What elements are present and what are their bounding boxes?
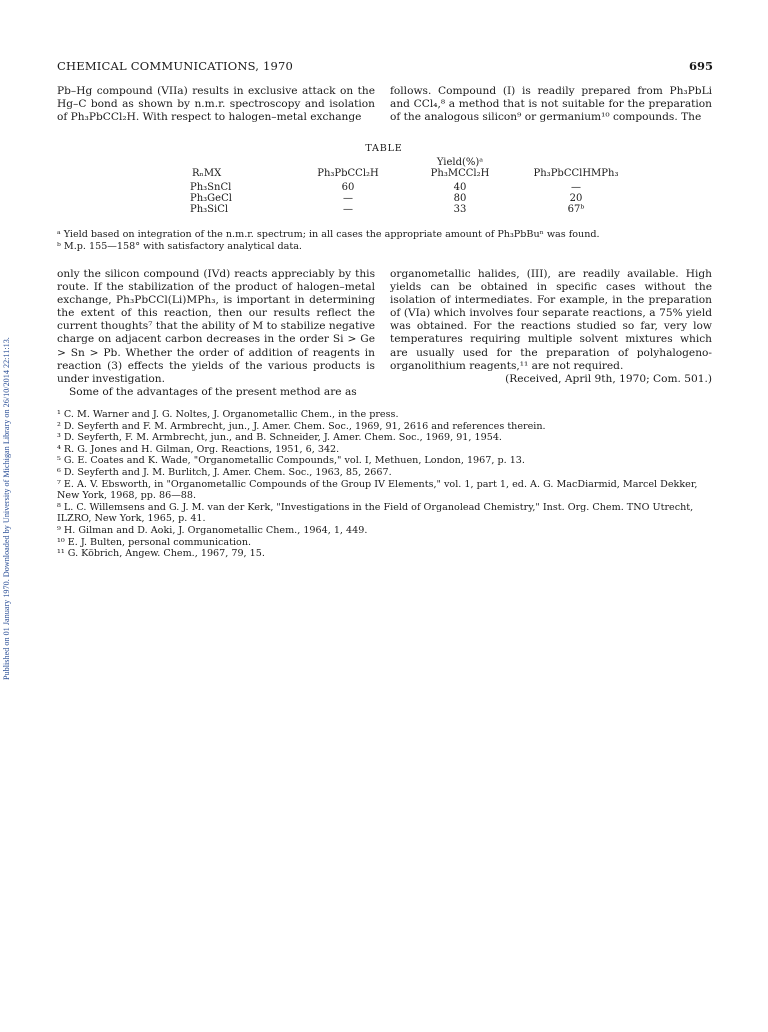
table-cell: 67ᵇ	[567, 204, 585, 215]
paragraph: Pb–Hg compound (VIIa) results in exclusive attack on the Hg–C bond as shown by n.m.r. spectroscopy and isolation of Ph₃PbCCl₂H. With respect to halogen–metal exchange	[57, 85, 375, 124]
column-header: Ph₃PbCClHMPh₃	[533, 168, 619, 179]
table-header-row	[178, 168, 636, 179]
paragraph: Some of the advantages of the present method are as	[69, 385, 357, 398]
table-row	[178, 204, 636, 215]
paragraph: follows. Compound (I) is readily prepared from Ph₃PbLi and CCl₄,⁸ a method that is not suitable for the preparation of the analogous silicon⁹ or germanium¹⁰ compounds. The	[390, 85, 712, 124]
column-header: RₙMX	[192, 168, 222, 179]
reference-item: ¹ C. M. Warner and J. G. Noltes, J. Organometallic Chem., in the press.	[57, 409, 399, 420]
column-header: Ph₃MCCl₂H	[430, 168, 490, 179]
top-left-column	[57, 85, 375, 124]
table-cell: —	[343, 193, 353, 204]
footnote-a: ᵃ Yield based on integration of the n.m.r. spectrum; in all cases the appropriate amount of Ph₃PbBuⁿ was found.	[57, 229, 600, 240]
reference-item: ¹⁰ E. J. Bulten, personal communication.	[57, 536, 252, 548]
top-right-column	[390, 85, 712, 124]
yield-header: Yield(%)ᵃ	[436, 157, 484, 168]
table-cell: —	[343, 204, 353, 215]
reference-item: ⁶ D. Seyferth and J. M. Burlitch, J. Amer. Chem. Soc., 1963, 85, 2667.	[57, 466, 392, 478]
mid-left-column	[57, 268, 375, 399]
table-row	[178, 193, 636, 204]
reference-item: ⁴ R. G. Jones and H. Gilman, Org. Reactions, 1951, 6, 342.	[57, 443, 340, 455]
references	[57, 409, 717, 560]
footnote-b: ᵇ M.p. 155—158° with satisfactory analytical data.	[57, 240, 302, 252]
table-cell: 80	[453, 193, 467, 204]
table-cell: 40	[453, 182, 467, 193]
sidebar-text[interactable]: Published on 01 January 1970. Downloaded by University of Michigan Library on 26/10/2014 22:11:13.	[2, 337, 11, 680]
table-row	[178, 179, 636, 193]
publication-sidebar	[2, 180, 14, 680]
table-cell: 20	[569, 193, 583, 204]
table-footnotes	[57, 229, 717, 253]
table-title: TABLE	[365, 143, 403, 154]
page-header	[57, 59, 713, 75]
reference-item: ¹¹ G. Köbrich, Angew. Chem., 1967, 79, 15.	[57, 548, 265, 560]
journal-title: CHEMICAL COMMUNICATIONS, 1970	[57, 59, 294, 73]
paragraph: only the silicon compound (IVd) reacts appreciably by this route. If the stabilization of the product of halogen–metal exchange, Ph₃PbCCl(Li)MPh₃, is important in determining the extent of this reaction, then our results reflect the current thoughts⁷ that the ability of M to stabilize negative charge on adjacent carbon decreases in the order Si > Ge > Sn > Pb. Whether the order of addition of reagents in reaction (3) effects the yields of the various products is under investigation.	[57, 268, 375, 385]
table-header-row	[178, 157, 636, 168]
table-cell: 60	[341, 182, 355, 193]
table-cell: Ph₃SiCl	[190, 204, 229, 215]
reference-item: ³ D. Seyferth, F. M. Armbrecht, jun., and B. Schneider, J. Amer. Chem. Soc., 1969, 91, 1954.	[57, 432, 502, 444]
paragraph: organometallic halides, (III), are readily available. High yields can be obtained in specific cases without the isolation of intermediates. For example, in the preparation of (VIa) which involves four separate reactions, a 75% yield was obtained. For the reactions studied so far, very low temperatures requiring multiple solvent mixtures which are usually used for the preparation of polyhalogeno-organolithium reagents,¹¹ are not required.	[390, 268, 712, 372]
table-cell: Ph₃SnCl	[190, 182, 232, 193]
reference-item: ⁵ G. E. Coates and K. Wade, "Organometallic Compounds," vol. I, Methuen, London, 1967, p. 13.	[57, 455, 525, 467]
table-cell: 33	[453, 204, 467, 215]
yield-table	[178, 157, 636, 215]
received-line: (Received, April 9th, 1970; Com. 501.)	[505, 372, 712, 385]
table-cell: Ph₃GeCl	[190, 193, 232, 204]
page-number: 695	[688, 59, 713, 73]
table-cell: —	[571, 182, 581, 193]
reference-item: ⁸ L. C. Willemsens and G. J. M. van der Kerk, "Investigations in the Field of Organolead Chemistry," Inst. Org. Chem. TNO Utrecht, ILZRO, New York, 1965, p. 41.	[57, 501, 694, 525]
mid-right-column	[390, 268, 712, 386]
column-header: Ph₃PbCCl₂H	[317, 168, 379, 179]
reference-item: ⁹ H. Gilman and D. Aoki, J. Organometallic Chem., 1964, 1, 449.	[57, 524, 368, 536]
reference-item: ² D. Seyferth and F. M. Armbrecht, jun., J. Amer. Chem. Soc., 1969, 91, 2616 and references therein.	[57, 420, 546, 432]
reference-item: ⁷ E. A. V. Ebsworth, in "Organometallic Compounds of the Group IV Elements," vol. 1, part 1, ed. A. G. MacDiarmid, Marcel Dekker, New York, 1968, pp. 86—88.	[57, 478, 698, 502]
